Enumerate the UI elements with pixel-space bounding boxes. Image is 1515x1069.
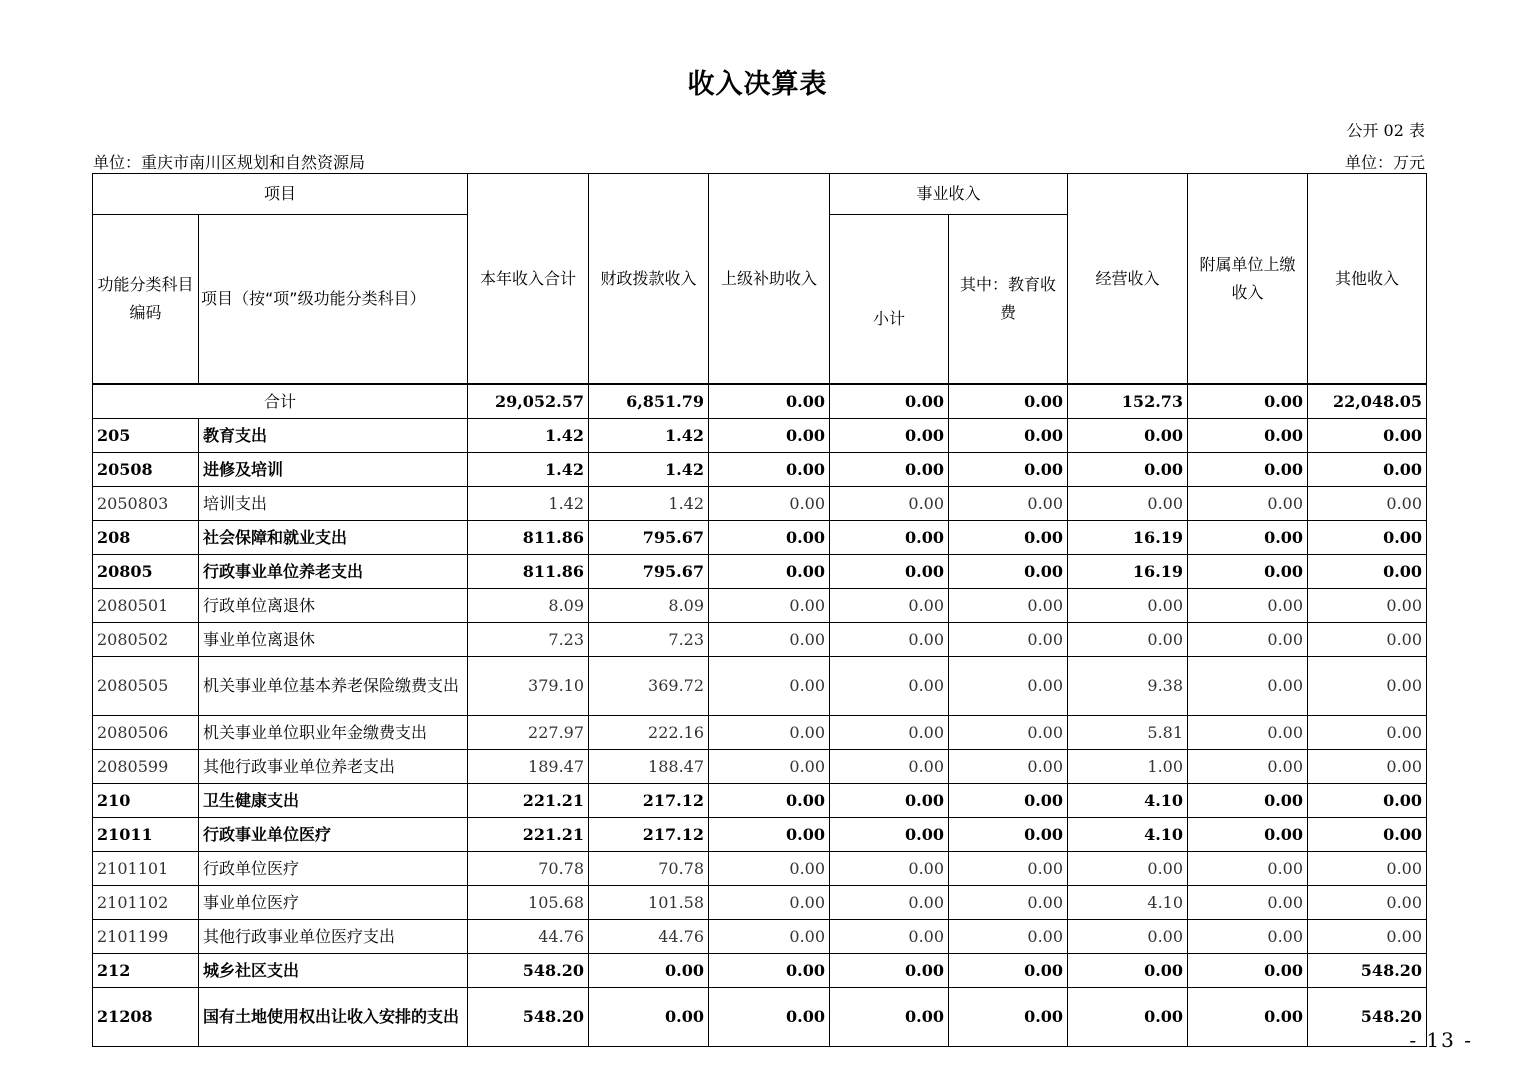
row-value: 1.42 [468,419,589,453]
row-value: 0.00 [1068,419,1188,453]
row-value: 188.47 [589,750,709,784]
row-value: 0.00 [830,623,949,657]
row-code: 2080501 [93,589,199,623]
row-value: 0.00 [1308,487,1427,521]
row-value: 0.00 [709,623,830,657]
table-row [93,784,1427,818]
row-value: 0.00 [830,988,949,1047]
row-value: 0.00 [830,818,949,852]
row-value: 1.42 [468,487,589,521]
row-value: 0.00 [709,784,830,818]
row-value: 0.00 [949,750,1068,784]
row-value: 0.00 [949,988,1068,1047]
header-other-income: 其他收入 [1308,174,1427,385]
row-value: 0.00 [1308,716,1427,750]
table-row [93,716,1427,750]
table-row [93,852,1427,886]
row-value: 5.81 [1068,716,1188,750]
row-value: 0.00 [1068,988,1188,1047]
row-value: 8.09 [589,589,709,623]
row-value: 548.20 [468,954,589,988]
header-affiliated-income: 附属单位上缴收入 [1188,174,1308,385]
row-value: 0.00 [1188,589,1308,623]
row-value: 0.00 [830,750,949,784]
row-value: 0.00 [1188,954,1308,988]
total-value: 22,048.05 [1308,384,1427,419]
row-value: 0.00 [1188,920,1308,954]
row-code: 2101101 [93,852,199,886]
row-value: 7.23 [589,623,709,657]
table-row [93,988,1427,1047]
row-value: 9.38 [1068,657,1188,716]
row-value: 7.23 [468,623,589,657]
row-name: 城乡社区支出 [199,954,468,988]
row-value: 4.10 [1068,886,1188,920]
row-name: 机关事业单位基本养老保险缴费支出 [199,657,468,716]
row-value: 0.00 [949,623,1068,657]
row-name: 培训支出 [199,487,468,521]
row-value: 44.76 [468,920,589,954]
row-name: 事业单位医疗 [199,886,468,920]
row-name: 事业单位离退休 [199,623,468,657]
row-value: 0.00 [589,988,709,1047]
row-value: 0.00 [1188,487,1308,521]
row-value: 548.20 [1308,954,1427,988]
row-value: 0.00 [949,852,1068,886]
row-code: 20508 [93,453,199,487]
row-value: 0.00 [709,886,830,920]
row-value: 0.00 [1308,589,1427,623]
row-value: 0.00 [949,920,1068,954]
row-code: 2101199 [93,920,199,954]
row-value: 0.00 [830,419,949,453]
row-value: 0.00 [830,886,949,920]
header-code: 功能分类科目编码 [93,215,199,385]
form-number: 公开 02 表 [1346,121,1425,140]
header-edu-fee: 其中：教育收费 [949,215,1068,385]
table-row [93,886,1427,920]
header-total-income: 本年收入合计 [468,174,589,385]
row-value: 0.00 [830,784,949,818]
row-name: 社会保障和就业支出 [199,521,468,555]
row-name: 其他行政事业单位养老支出 [199,750,468,784]
row-name: 教育支出 [199,419,468,453]
row-value: 379.10 [468,657,589,716]
row-value: 0.00 [589,954,709,988]
row-name: 进修及培训 [199,453,468,487]
row-value: 0.00 [1188,521,1308,555]
row-value: 548.20 [1308,988,1427,1047]
row-code: 2080599 [93,750,199,784]
total-value: 0.00 [949,384,1068,419]
header-item: 项目 [93,174,468,215]
row-code: 20805 [93,555,199,589]
row-value: 0.00 [1188,657,1308,716]
row-value: 0.00 [1068,487,1188,521]
row-value: 0.00 [830,954,949,988]
row-value: 795.67 [589,521,709,555]
row-value: 105.68 [468,886,589,920]
row-value: 0.00 [1308,750,1427,784]
unit-currency: 单位：万元 [1344,153,1425,172]
row-value: 795.67 [589,555,709,589]
row-value: 227.97 [468,716,589,750]
table-row [93,521,1427,555]
row-value: 0.00 [709,657,830,716]
row-value: 0.00 [830,487,949,521]
table-row [93,818,1427,852]
row-value: 1.42 [589,453,709,487]
page-number: - 13 - [1409,1028,1473,1052]
row-value: 0.00 [830,521,949,555]
table-row [93,419,1427,453]
row-value: 0.00 [709,818,830,852]
row-value: 44.76 [589,920,709,954]
row-value: 0.00 [949,453,1068,487]
row-code: 2050803 [93,487,199,521]
row-value: 0.00 [1308,623,1427,657]
row-value: 0.00 [949,521,1068,555]
row-value: 1.42 [468,453,589,487]
row-value: 217.12 [589,818,709,852]
header-fiscal-allocation: 财政拨款收入 [589,174,709,385]
row-value: 0.00 [830,657,949,716]
row-value: 0.00 [1188,852,1308,886]
row-value: 8.09 [468,589,589,623]
row-value: 0.00 [1068,589,1188,623]
row-value: 0.00 [1188,988,1308,1047]
header-subtotal: 小计 [830,215,949,385]
row-value: 0.00 [1068,954,1188,988]
row-value: 0.00 [709,487,830,521]
row-value: 548.20 [468,988,589,1047]
row-value: 0.00 [1188,453,1308,487]
row-code: 210 [93,784,199,818]
row-value: 0.00 [949,419,1068,453]
total-value: 152.73 [1068,384,1188,419]
row-value: 0.00 [1308,784,1427,818]
row-value: 0.00 [949,555,1068,589]
row-code: 21011 [93,818,199,852]
total-value: 0.00 [830,384,949,419]
row-value: 4.10 [1068,818,1188,852]
row-value: 1.00 [1068,750,1188,784]
row-value: 0.00 [949,716,1068,750]
row-value: 0.00 [830,589,949,623]
table-row [93,750,1427,784]
row-value: 0.00 [709,716,830,750]
row-value: 0.00 [1068,920,1188,954]
table-row [93,453,1427,487]
row-value: 0.00 [1308,818,1427,852]
row-value: 0.00 [1188,784,1308,818]
row-name: 行政事业单位医疗 [199,818,468,852]
row-value: 0.00 [830,453,949,487]
row-value: 0.00 [1308,419,1427,453]
row-value: 0.00 [709,954,830,988]
row-value: 70.78 [468,852,589,886]
row-value: 0.00 [709,852,830,886]
row-name: 机关事业单位职业年金缴费支出 [199,716,468,750]
row-value: 189.47 [468,750,589,784]
table-row [93,920,1427,954]
row-value: 0.00 [949,954,1068,988]
table-row [93,657,1427,716]
row-value: 0.00 [830,555,949,589]
row-code: 2080505 [93,657,199,716]
row-code: 212 [93,954,199,988]
header-upper-subsidy: 上级补助收入 [709,174,830,385]
row-value: 0.00 [1308,852,1427,886]
row-value: 0.00 [1068,852,1188,886]
row-value: 0.00 [709,988,830,1047]
row-value: 0.00 [1188,886,1308,920]
table-row [93,954,1427,988]
row-value: 0.00 [1308,555,1427,589]
row-value: 1.42 [589,419,709,453]
income-final-accounts-table [92,173,1427,1047]
row-value: 4.10 [1068,784,1188,818]
total-label: 合计 [93,384,468,419]
row-value: 0.00 [1308,886,1427,920]
row-value: 0.00 [949,818,1068,852]
row-code: 205 [93,419,199,453]
row-value: 0.00 [1188,419,1308,453]
row-value: 0.00 [709,521,830,555]
row-name: 行政单位医疗 [199,852,468,886]
row-value: 0.00 [949,487,1068,521]
table-row [93,623,1427,657]
row-value: 0.00 [949,784,1068,818]
row-value: 0.00 [1188,555,1308,589]
row-value: 0.00 [709,453,830,487]
row-value: 0.00 [709,555,830,589]
row-value: 16.19 [1068,521,1188,555]
total-value: 0.00 [709,384,830,419]
row-value: 0.00 [1068,623,1188,657]
row-value: 0.00 [1308,920,1427,954]
row-value: 0.00 [709,920,830,954]
total-row [93,384,1427,419]
row-value: 0.00 [709,750,830,784]
row-code: 2080502 [93,623,199,657]
total-value: 6,851.79 [589,384,709,419]
row-value: 0.00 [1308,453,1427,487]
row-value: 0.00 [709,589,830,623]
row-code: 2080506 [93,716,199,750]
page-title: 收入决算表 [687,69,828,100]
row-value: 0.00 [949,886,1068,920]
row-code: 21208 [93,988,199,1047]
row-value: 0.00 [949,657,1068,716]
row-name: 行政事业单位养老支出 [199,555,468,589]
row-value: 0.00 [949,589,1068,623]
row-value: 0.00 [1188,818,1308,852]
row-name: 其他行政事业单位医疗支出 [199,920,468,954]
row-code: 2101102 [93,886,199,920]
row-value: 217.12 [589,784,709,818]
row-value: 1.42 [589,487,709,521]
row-value: 221.21 [468,818,589,852]
row-value: 221.21 [468,784,589,818]
row-value: 222.16 [589,716,709,750]
row-name: 国有土地使用权出让收入安排的支出 [199,988,468,1047]
row-value: 0.00 [1308,657,1427,716]
row-value: 16.19 [1068,555,1188,589]
unit-organization: 单位：重庆市南川区规划和自然资源局 [93,153,366,172]
row-value: 369.72 [589,657,709,716]
row-name: 卫生健康支出 [199,784,468,818]
header-operating-income: 经营收入 [1068,174,1188,385]
row-value: 70.78 [589,852,709,886]
table-row [93,487,1427,521]
row-value: 101.58 [589,886,709,920]
row-value: 0.00 [1068,453,1188,487]
row-value: 0.00 [709,419,830,453]
row-value: 0.00 [1188,623,1308,657]
table-row [93,589,1427,623]
total-value: 0.00 [1188,384,1308,419]
header-business-income: 事业收入 [830,174,1068,215]
row-value: 0.00 [1308,521,1427,555]
row-value: 811.86 [468,521,589,555]
total-value: 29,052.57 [468,384,589,419]
table-row [93,555,1427,589]
row-code: 208 [93,521,199,555]
row-name: 行政单位离退休 [199,589,468,623]
row-value: 811.86 [468,555,589,589]
row-value: 0.00 [1188,716,1308,750]
header-name: 项目（按“项”级功能分类科目） [199,215,468,385]
row-value: 0.00 [830,716,949,750]
row-value: 0.00 [1188,750,1308,784]
row-value: 0.00 [830,920,949,954]
row-value: 0.00 [830,852,949,886]
